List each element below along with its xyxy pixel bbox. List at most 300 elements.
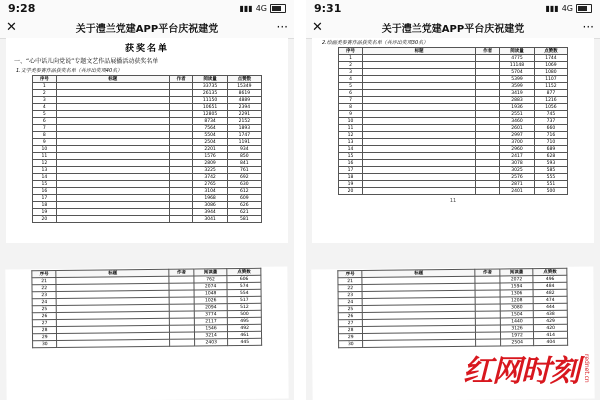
right-phone-screenshot	[306, 0, 600, 400]
table-cell: 21	[338, 277, 362, 284]
status-bar	[0, 0, 294, 16]
table-cell	[363, 62, 476, 69]
table-cell: 9	[339, 111, 363, 118]
table-cell	[169, 97, 193, 104]
table-cell	[56, 125, 169, 132]
table-cell: 3419	[500, 90, 535, 97]
table-cell: 420	[534, 324, 568, 331]
table-cell	[476, 174, 500, 181]
table-cell: 1048	[194, 290, 228, 297]
table-cell: 5504	[193, 132, 227, 139]
table-cell: 1594	[500, 283, 534, 290]
table-cell: 10	[339, 118, 363, 125]
table-cell: 3	[339, 69, 363, 76]
table-cell: 1936	[500, 104, 535, 111]
award-table-continued	[337, 268, 568, 348]
table-cell	[169, 174, 193, 181]
table-cell: 692	[227, 174, 261, 181]
table-cell: 14	[33, 174, 57, 181]
nav-bar	[306, 16, 600, 39]
table-cell: 2871	[500, 181, 535, 188]
table-cell: 3700	[500, 139, 535, 146]
table-cell: 24	[32, 298, 56, 305]
table-cell: 16	[33, 188, 57, 195]
table-cell: 5399	[500, 76, 535, 83]
table-cell: 17	[33, 195, 57, 202]
table-cell: 1893	[227, 125, 261, 132]
doc-subsection: 1.文学类参赛作品获奖名单（共评出奖项40名）	[16, 68, 123, 74]
table-row	[33, 83, 262, 90]
table-cell: 29	[32, 333, 56, 340]
table-cell: 3041	[193, 216, 227, 223]
table-cell: 6	[33, 118, 57, 125]
table-cell	[169, 146, 193, 153]
table-cell: 5704	[500, 69, 535, 76]
table-cell: 4775	[500, 55, 535, 62]
status-icons	[239, 4, 286, 13]
table-row	[33, 174, 262, 181]
table-cell	[56, 111, 169, 118]
close-icon[interactable]: ✕	[312, 19, 323, 35]
table-cell: 25	[338, 305, 362, 312]
document-page	[6, 38, 288, 243]
table-cell	[169, 202, 193, 209]
table-cell: 2765	[193, 181, 227, 188]
document-page-2	[5, 267, 288, 400]
table-cell: 581	[227, 216, 261, 223]
column-header: 作者	[169, 76, 193, 83]
table-cell	[56, 118, 169, 125]
table-cell: 1208	[500, 297, 534, 304]
table-cell	[169, 118, 193, 125]
table-cell: 660	[534, 125, 567, 132]
table-cell: 2	[339, 62, 363, 69]
table-cell	[476, 55, 500, 62]
table-row	[33, 104, 262, 111]
table-cell: 12	[33, 160, 57, 167]
table-cell: 30	[339, 340, 363, 347]
table-cell	[476, 181, 500, 188]
table-cell	[363, 118, 476, 125]
table-cell: 574	[227, 282, 261, 289]
table-cell: 444	[534, 303, 568, 310]
table-cell: 3599	[500, 83, 535, 90]
column-header: 标题	[56, 269, 169, 277]
table-cell: 2394	[227, 104, 261, 111]
watermark-site: rednet.cn	[583, 353, 590, 383]
network-label: 4G	[255, 3, 267, 13]
table-cell: 17	[339, 167, 363, 174]
table-cell	[56, 132, 169, 139]
table-cell	[56, 209, 169, 216]
table-cell	[476, 146, 500, 153]
table-cell: 15	[339, 153, 363, 160]
table-row	[33, 146, 262, 153]
table-cell: 10	[33, 146, 57, 153]
column-header: 阅读量	[193, 76, 227, 83]
status-icons	[545, 4, 592, 13]
table-row	[33, 209, 262, 216]
table-row	[33, 167, 262, 174]
more-icon[interactable]: ···	[276, 20, 288, 34]
table-cell: 11150	[193, 97, 227, 104]
table-cell: 2291	[227, 111, 261, 118]
table-cell: 2504	[500, 339, 534, 346]
table-cell: 20	[33, 216, 57, 223]
table-cell: 33735	[193, 83, 227, 90]
column-header: 点赞数	[534, 48, 567, 55]
table-cell	[169, 216, 193, 223]
table-cell	[169, 90, 193, 97]
table-row	[339, 76, 568, 83]
table-cell: 762	[194, 276, 228, 283]
table-cell: 1069	[534, 62, 567, 69]
table-cell: 1576	[193, 153, 227, 160]
table-cell: 517	[228, 296, 262, 303]
table-row	[33, 125, 262, 132]
table-cell: 745	[534, 111, 567, 118]
battery-icon	[576, 4, 592, 13]
table-row	[339, 104, 568, 111]
table-cell: 1026	[194, 297, 228, 304]
table-row	[339, 146, 568, 153]
table-cell	[476, 104, 500, 111]
table-row	[339, 153, 568, 160]
table-cell: 23	[32, 291, 56, 298]
table-cell: 737	[534, 118, 567, 125]
table-cell: 2960	[500, 146, 535, 153]
signal-icon: ▮▮▮	[545, 3, 559, 13]
table-cell	[169, 195, 193, 202]
table-cell	[363, 83, 476, 90]
table-cell	[476, 111, 500, 118]
table-cell: 13	[33, 167, 57, 174]
table-cell: 2117	[194, 318, 228, 325]
table-cell	[169, 209, 193, 216]
table-cell: 2074	[194, 283, 228, 290]
table-cell	[56, 153, 169, 160]
table-row	[339, 167, 568, 174]
table-cell	[476, 125, 500, 132]
signal-icon: ▮▮▮	[239, 3, 253, 13]
table-row	[339, 139, 568, 146]
left-phone-screenshot	[0, 0, 294, 400]
table-cell: 461	[228, 331, 262, 338]
table-cell: 3214	[194, 332, 228, 339]
table-cell: 22	[32, 284, 56, 291]
table-row	[33, 195, 262, 202]
table-cell: 4889	[227, 97, 261, 104]
table-cell: 26	[32, 312, 56, 319]
doc-section: 一、“心中话儿向党说”专题文艺作品展播活动获奖名单	[14, 58, 159, 65]
table-cell: 3944	[193, 209, 227, 216]
table-cell: 19	[339, 181, 363, 188]
table-cell: 26135	[193, 90, 227, 97]
table-cell	[170, 339, 194, 346]
table-cell	[476, 90, 500, 97]
table-cell: 12	[339, 132, 363, 139]
table-cell	[476, 188, 500, 195]
table-cell: 1191	[227, 139, 261, 146]
table-cell: 630	[227, 181, 261, 188]
table-cell	[169, 111, 193, 118]
table-cell	[169, 125, 193, 132]
table-cell: 21	[32, 277, 56, 284]
table-cell	[56, 160, 169, 167]
column-header: 序号	[339, 48, 363, 55]
table-row	[339, 160, 568, 167]
table-cell: 25	[32, 305, 56, 312]
table-cell: 27	[32, 319, 56, 326]
table-cell	[363, 174, 476, 181]
table-cell: 24	[338, 298, 362, 305]
table-cell: 1968	[193, 195, 227, 202]
table-cell	[363, 97, 476, 104]
table-cell	[476, 139, 500, 146]
table-cell	[363, 76, 476, 83]
table-cell: 877	[534, 90, 567, 97]
table-cell: 2576	[500, 174, 535, 181]
table-cell: 13	[339, 139, 363, 146]
table-cell: 12805	[193, 111, 227, 118]
table-cell: 429	[534, 317, 568, 324]
table-cell: 2152	[227, 118, 261, 125]
table-cell	[56, 174, 169, 181]
table-cell: 3	[33, 97, 57, 104]
award-table	[32, 75, 262, 223]
close-icon[interactable]: ✕	[6, 19, 17, 35]
table-cell: 554	[227, 289, 261, 296]
table-cell: 621	[227, 209, 261, 216]
table-cell: 1152	[534, 83, 567, 90]
table-row	[33, 202, 262, 209]
table-row	[33, 153, 262, 160]
column-header: 点赞数	[227, 76, 261, 83]
table-cell: 14	[339, 146, 363, 153]
table-cell	[169, 139, 193, 146]
nav-bar	[0, 16, 294, 39]
table-cell: 1747	[227, 132, 261, 139]
table-row	[339, 62, 568, 69]
table-cell: 2094	[194, 304, 228, 311]
table-cell	[476, 153, 500, 160]
table-cell	[363, 69, 476, 76]
document-page	[312, 38, 594, 243]
table-cell: 3225	[193, 167, 227, 174]
table-cell: 1216	[534, 97, 567, 104]
table-cell	[169, 160, 193, 167]
table-cell: 28	[338, 326, 362, 333]
column-header: 点赞数	[533, 268, 567, 275]
table-cell	[56, 139, 169, 146]
table-cell: 2504	[193, 139, 227, 146]
table-cell	[169, 153, 193, 160]
table-cell: 2883	[500, 97, 535, 104]
table-row	[339, 55, 568, 62]
table-header-row	[33, 76, 262, 83]
table-cell	[57, 339, 170, 347]
table-cell: 3774	[194, 311, 228, 318]
battery-icon	[270, 4, 286, 13]
table-cell	[363, 153, 476, 160]
table-cell: 3086	[193, 202, 227, 209]
table-cell: 3126	[500, 325, 534, 332]
column-header: 点赞数	[227, 268, 261, 275]
table-cell: 710	[534, 139, 567, 146]
table-cell	[476, 76, 500, 83]
table-cell: 2809	[193, 160, 227, 167]
table-cell: 551	[534, 181, 567, 188]
table-cell	[476, 167, 500, 174]
table-cell	[56, 202, 169, 209]
table-cell: 841	[227, 160, 261, 167]
table-cell: 1	[33, 83, 57, 90]
table-cell	[476, 83, 500, 90]
table-cell: 512	[228, 303, 262, 310]
table-cell: 474	[534, 296, 568, 303]
table-cell: 7	[33, 125, 57, 132]
table-cell: 2201	[193, 146, 227, 153]
table-cell: 8	[339, 104, 363, 111]
table-cell: 628	[534, 153, 567, 160]
table-cell: 5	[33, 111, 57, 118]
table-row	[339, 132, 568, 139]
table-cell: 2417	[500, 153, 535, 160]
table-cell: 496	[533, 275, 567, 282]
table-row	[33, 139, 262, 146]
table-row	[339, 181, 568, 188]
page-number: 11	[449, 198, 457, 204]
table-cell: 2	[33, 90, 57, 97]
network-label: 4G	[561, 3, 573, 13]
table-cell	[363, 90, 476, 97]
table-cell: 438	[534, 310, 568, 317]
more-icon[interactable]: ···	[582, 20, 594, 34]
status-time: 9:28	[8, 1, 36, 15]
table-cell	[363, 181, 476, 188]
table-row	[33, 118, 262, 125]
doc-subsection: 2.绘画类参赛作品获奖名单（共评出奖项30名）	[322, 40, 429, 46]
table-cell: 482	[533, 289, 567, 296]
table-row	[339, 174, 568, 181]
table-cell: 1972	[500, 332, 534, 339]
table-cell: 2403	[194, 339, 228, 346]
column-header: 标题	[363, 48, 476, 55]
page-title: 关于澧兰党建APP平台庆祝建党	[75, 23, 219, 35]
table-cell: 1744	[534, 55, 567, 62]
table-cell	[363, 339, 476, 347]
table-cell	[363, 111, 476, 118]
table-cell: 8734	[193, 118, 227, 125]
table-row	[33, 338, 262, 347]
table-row	[339, 111, 568, 118]
table-cell: 28	[32, 326, 56, 333]
table-cell: 3080	[500, 304, 534, 311]
table-cell: 612	[227, 188, 261, 195]
table-cell: 23	[338, 291, 362, 298]
table-cell: 18	[33, 202, 57, 209]
table-cell	[476, 62, 500, 69]
table-cell: 1546	[194, 325, 228, 332]
column-header: 序号	[338, 270, 362, 277]
table-cell: 29	[338, 333, 362, 340]
table-cell: 609	[227, 195, 261, 202]
table-cell: 4	[339, 76, 363, 83]
table-cell: 585	[534, 167, 567, 174]
table-cell: 626	[227, 202, 261, 209]
table-cell	[56, 167, 169, 174]
table-cell: 1	[339, 55, 363, 62]
table-row	[33, 188, 262, 195]
table-cell: 500	[228, 310, 262, 317]
table-cell: 1056	[534, 104, 567, 111]
table-cell	[363, 160, 476, 167]
table-cell: 3742	[193, 174, 227, 181]
table-row	[339, 125, 568, 132]
table-cell: 3460	[500, 118, 535, 125]
watermark-text: 红网时刻	[463, 354, 579, 389]
column-header: 标题	[56, 76, 169, 83]
table-cell: 6	[339, 90, 363, 97]
table-cell	[363, 125, 476, 132]
table-cell: 22	[338, 284, 362, 291]
table-cell: 2997	[500, 132, 535, 139]
table-cell: 1504	[500, 311, 534, 318]
table-cell	[56, 195, 169, 202]
table-cell	[363, 139, 476, 146]
column-header: 标题	[362, 269, 475, 277]
column-header: 序号	[33, 76, 57, 83]
table-cell: 492	[228, 324, 262, 331]
table-cell	[56, 97, 169, 104]
table-cell	[56, 216, 169, 223]
table-cell: 20	[339, 188, 363, 195]
table-cell: 2072	[500, 276, 534, 283]
table-cell: 414	[534, 331, 568, 338]
table-cell: 1080	[534, 69, 567, 76]
table-cell	[476, 69, 500, 76]
status-bar	[306, 0, 600, 16]
table-row	[339, 188, 568, 195]
table-cell	[169, 83, 193, 90]
award-table	[338, 47, 568, 195]
table-cell	[56, 90, 169, 97]
table-row	[33, 90, 262, 97]
table-cell: 16	[339, 160, 363, 167]
table-row	[33, 132, 262, 139]
table-cell	[56, 146, 169, 153]
table-cell	[169, 132, 193, 139]
table-cell: 7	[339, 97, 363, 104]
table-row	[33, 216, 262, 223]
table-cell: 495	[228, 317, 262, 324]
table-cell: 8619	[227, 90, 261, 97]
table-cell: 934	[227, 146, 261, 153]
watermark-logo	[463, 346, 590, 390]
table-cell: 1440	[500, 318, 534, 325]
table-cell: 11	[33, 153, 57, 160]
table-cell: 2551	[500, 111, 535, 118]
table-row	[33, 181, 262, 188]
table-cell	[363, 55, 476, 62]
column-header: 阅读量	[194, 269, 228, 276]
column-header: 作者	[169, 269, 193, 276]
table-cell: 3104	[193, 188, 227, 195]
table-cell: 3078	[500, 160, 535, 167]
table-cell	[363, 167, 476, 174]
table-cell: 7564	[193, 125, 227, 132]
table-cell: 1107	[534, 76, 567, 83]
